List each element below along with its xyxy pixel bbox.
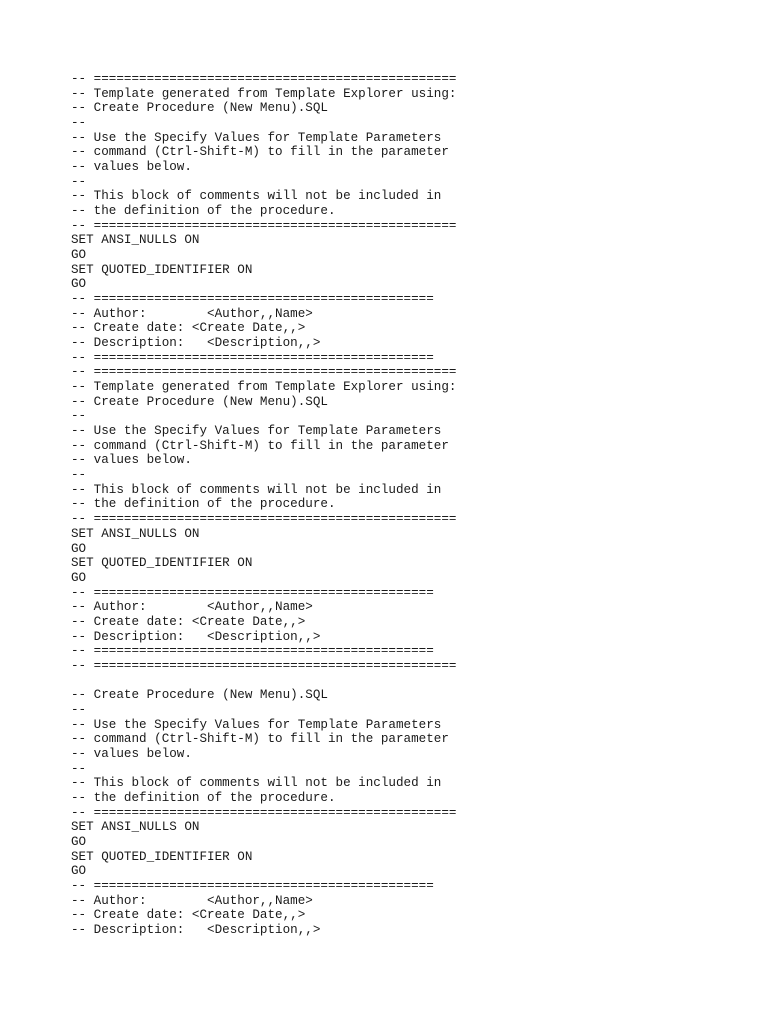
- code-line: -- ================================================: [71, 512, 457, 527]
- code-line: SET ANSI_NULLS ON: [71, 820, 200, 835]
- code-line: -- ================================================: [71, 72, 457, 86]
- code-line: [71, 674, 456, 689]
- code-line: -- ================================================: [71, 805, 457, 820]
- code-line: --: [71, 116, 87, 131]
- code-line: -- the definition of the procedure.: [71, 204, 336, 219]
- code-line: -- Author: <Author,,Name>: [71, 306, 313, 321]
- code-line: -- This block of comments will not be included in: [71, 189, 442, 204]
- code-line: -- Description: <Description,,>: [71, 336, 321, 351]
- code-line: -- Create Procedure (New Menu).SQL: [71, 394, 328, 409]
- code-line: -- Template generated from Template Explorer using:: [71, 86, 457, 101]
- code-line: GO: [71, 248, 87, 263]
- code-line: GO: [71, 541, 87, 556]
- code-line: -- the definition of the procedure.: [71, 497, 336, 512]
- code-line: -- This block of comments will not be included in: [71, 482, 442, 497]
- code-line: -- Template generated from Template Explorer using:: [71, 380, 457, 395]
- code-line: --: [71, 174, 87, 189]
- code-line: -- command (Ctrl-Shift-M) to fill in the parameter: [71, 732, 449, 747]
- code-line: -- =============================================: [71, 585, 434, 600]
- code-line: -- This block of comments will not be included in: [71, 776, 442, 791]
- code-line: -- command (Ctrl-Shift-M) to fill in the parameter: [71, 438, 449, 453]
- code-line: GO: [71, 277, 87, 292]
- code-line: -- Author: <Author,,Name>: [71, 600, 313, 615]
- code-line: -- Create date: <Create Date,,>: [71, 321, 306, 336]
- code-line: -- =============================================: [71, 878, 434, 893]
- code-line: -- the definition of the procedure.: [71, 790, 336, 805]
- code-line: SET QUOTED_IDENTIFIER ON: [71, 262, 253, 277]
- sql-document: [71, 72, 456, 938]
- code-line: --: [71, 409, 87, 424]
- code-line: -- Create Procedure (New Menu).SQL: [71, 688, 328, 703]
- code-line: -- Create date: <Create Date,,>: [71, 614, 306, 629]
- code-line: SET QUOTED_IDENTIFIER ON: [71, 556, 253, 571]
- code-line: -- Description: <Description,,>: [71, 922, 321, 937]
- code-line: -- Use the Specify Values for Template Parameters: [71, 717, 442, 732]
- code-line: --: [71, 468, 87, 483]
- code-line: -- Author: <Author,,Name>: [71, 893, 313, 908]
- code-line: -- Create Procedure (New Menu).SQL: [71, 101, 328, 116]
- code-line: --: [71, 702, 87, 717]
- code-line: -- =============================================: [71, 350, 434, 365]
- code-line: GO: [71, 864, 87, 879]
- code-line: -- =============================================: [71, 644, 434, 659]
- code-line: -- Description: <Description,,>: [71, 629, 321, 644]
- code-line: -- values below.: [71, 453, 192, 468]
- code-line: -- Create date: <Create Date,,>: [71, 908, 306, 923]
- code-line: -- ================================================: [71, 218, 457, 233]
- code-line: -- values below.: [71, 160, 192, 175]
- code-line: -- ================================================: [71, 365, 457, 380]
- code-line: -- Use the Specify Values for Template Parameters: [71, 424, 442, 439]
- code-line: SET QUOTED_IDENTIFIER ON: [71, 849, 253, 864]
- code-line: -- Use the Specify Values for Template Parameters: [71, 130, 442, 145]
- code-line: -- =============================================: [71, 292, 434, 307]
- code-line: GO: [71, 834, 87, 849]
- code-line: SET ANSI_NULLS ON: [71, 233, 200, 248]
- code-line: -- ================================================: [71, 658, 457, 673]
- code-line: GO: [71, 570, 87, 585]
- code-line: -- command (Ctrl-Shift-M) to fill in the parameter: [71, 145, 449, 160]
- code-line: -- values below.: [71, 746, 192, 761]
- code-line: --: [71, 761, 87, 776]
- code-line: SET ANSI_NULLS ON: [71, 526, 200, 541]
